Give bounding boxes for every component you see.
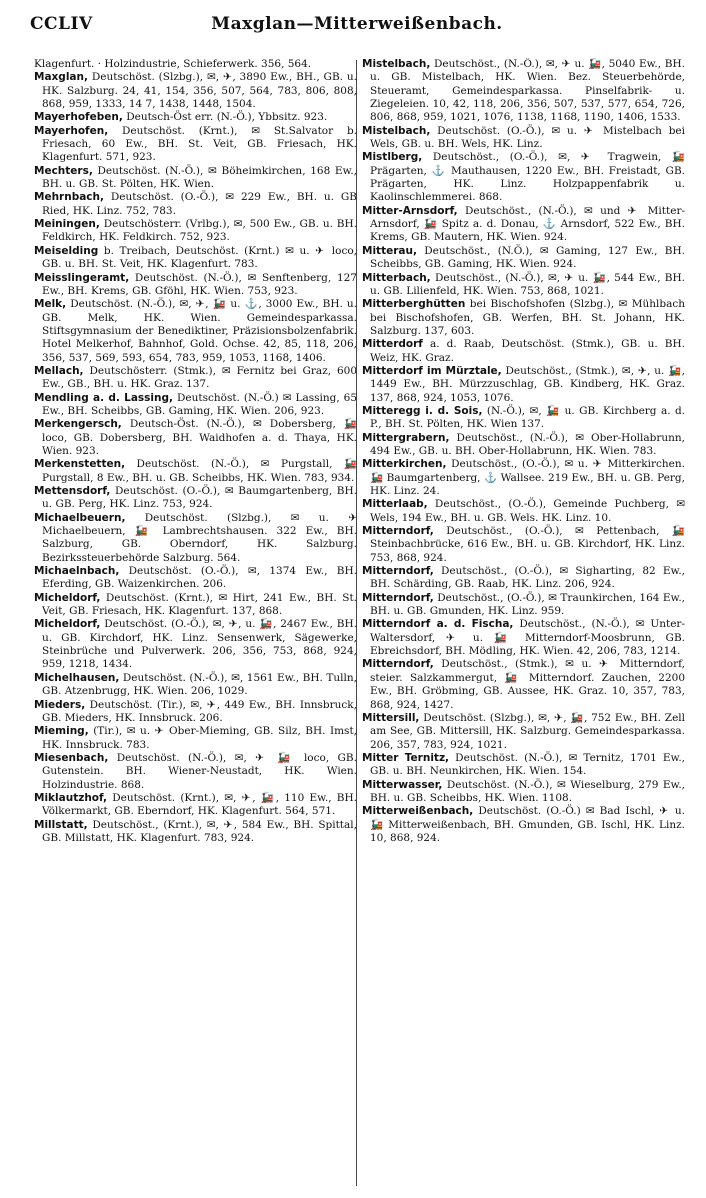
entry-text: Deutschöst., (O.-Ö.), ✉ Sigharting, 82 Ew., BH. Schärding, GB. Raab, HK. Linz. 206, 924. [370, 565, 685, 591]
gazetteer-entry [34, 485, 357, 512]
gazetteer-entry [34, 71, 357, 111]
entry-place-name: Micheldorf, [34, 591, 101, 604]
gazetteer-entry [362, 272, 685, 299]
entry-text: Deutschöst., (O.-Ö.), Gemeinde Puchberg, ✉ Wels, 194 Ew., BH. u. GB. Wels. HK. Linz. 10. [370, 498, 685, 524]
entry-place-name: Mitterlaab, [362, 498, 428, 511]
gazetteer-entry [34, 111, 357, 124]
entry-text: Deutschöst. (Krnt.), ✉ St.Salvator b. Friesach, 60 Ew., BH. St. Veit, GB. Friesach, HK. Klagenfurt. 571, 923. [42, 124, 357, 164]
gazetteer-entry [34, 699, 357, 726]
gazetteer-entry [34, 418, 357, 458]
entry-text: Deutschöst., (O.-Ö.), ✉ Traunkirchen, 164 Ew., BH. u. GB. Gmunden, HK. Linz. 959. [370, 591, 685, 618]
left-column [34, 58, 357, 1190]
entry-text: Deutschöst. (Slzbg.), ✉, ✈, 3890 Ew., BH., GB. u. HK. Salzburg. 24, 41, 154, 356, 507, 564, 783, 806, 808, 868, 959, 1333, 14 7, 1438, 1448, 1504. [42, 71, 357, 111]
entry-place-name: Mistlberg, [362, 151, 423, 164]
entry-place-name: Mayerhofen, [34, 124, 109, 137]
entry-place-name: Micheldorf, [34, 618, 101, 631]
entry-place-name: Mieders, [34, 698, 86, 711]
entry-place-name: Mendling a. d. Lassing, [34, 391, 174, 404]
entry-text: b. Treibach, Deutschöst. (Krnt.) ✉ u. ✈ loco, GB. u. BH. St. Veit, HK. Klagenfurt. 783. [42, 244, 357, 271]
entry-text: Deutschösterr. (Stmk.), ✉ Fernitz bei Graz, 600 Ew., GB., BH. u. HK. Graz. 137. [42, 364, 357, 391]
gazetteer-entry [362, 151, 685, 204]
entry-text: Deutschöst., (O.-Ö.), ✉, ✈ Tragwein, 🚂 Prägarten, ⚓ Mauthausen, 1220 Ew., BH. Freistadt, GB. Prägarten, HK. Linz. Holzpappenfabrik u. Kaolinschlemmerei. 868. [370, 151, 685, 204]
gazetteer-entry [362, 498, 685, 525]
entry-place-name: Mitterdorf im Mürztale, [362, 364, 502, 377]
entry-text: Deutschöst., (N.-Ö.), ✉ Unter-Waltersdorf, ✈ u. 🚂 Mitterndorf-Moosbrunn, GB. Ebreichsdorf, BH. Mödling, HK. Wien. 42, 206, 783, 1214. [370, 618, 685, 658]
running-title: Maxglan—Mitterweißenbach. [211, 14, 503, 34]
entry-text: Deutschöst., (Stmk.), ✉ u. ✈ Mitterndorf, steier. Salzkammergut, 🚂 Mitterndorf. Zauchen, 2200 Ew., BH. Gröbming, GB. Aussee, HK. Graz. 10, 357, 783, 868, 924, 1427. [370, 658, 685, 711]
gazetteer-entry [362, 779, 685, 806]
entry-text: Deutschöst., (O.-Ö.), ✉ Pettenbach, 🚂 Steinbachbrücke, 616 Ew., BH. u. GB. Kirchdorf, HK. Linz. 753, 868, 924. [370, 525, 685, 564]
entry-text: Deutschöst. (N.-Ö.) ✉ Lassing, 65 Ew., BH. Scheibbs, GB. Gaming, HK. Wien. 206, 923. [42, 391, 357, 417]
gazetteer-entry [362, 365, 685, 405]
entry-text: Deutschöst., (N.-Ö.), ✉ und ✈ Mitter-Arnsdorf, 🚂 Spitz a. d. Donau, ⚓ Arnsdorf, 522 Ew., BH. Krems, GB. Mautern, HK. Wien. 924. [370, 204, 685, 244]
entry-text: Deutschöst. (Krnt.), ✉, ✈, 🚂, 110 Ew., BH. Völkermarkt, GB. Eberndorf, HK. Klagenfurt. 564, 571. [42, 791, 357, 818]
entry-text: Deutschöst. (Tir.), ✉, ✈, 449 Ew., BH. Innsbruck, GB. Mieders, HK. Innsbruck. 206. [42, 698, 357, 724]
gazetteer-entry [34, 125, 357, 165]
gazetteer-entry [34, 458, 357, 485]
entry-text: Deutschöst. (N.-Ö.), ✉, ✈ 🚂 loco, GB. Gutenstein. BH. Wiener-Neustadt, HK. Wien. Holzindustrie. 868. [42, 751, 357, 791]
gazetteer-entry [362, 125, 685, 152]
gazetteer-entry [34, 392, 357, 419]
gazetteer-entry [362, 658, 685, 711]
entry-text: Deutschöst., (N.Ö.), ✉ Gaming, 127 Ew., BH. Scheibbs, GB. Gaming, HK. Wien. 924. [370, 244, 685, 271]
entry-text: Deutschöst., (Stmk.), ✉, ✈, u. 🚂, 1449 Ew., BH. Mürzzuschlag, GB. Kindberg, HK. Graz. 137, 868, 924, 1053, 1076. [370, 364, 685, 404]
entry-text: Deutschöst. (N.-Ö.), ✉ Ternitz, 1701 Ew., GB. u. BH. Neunkirchen, HK. Wien. 154. [370, 751, 685, 778]
entry-text: Klagenfurt. · Holzindustrie, Schieferwerk. 356, 564. [34, 58, 312, 70]
entry-text: Deutschöst. (O.-Ö.), ✉, 1374 Ew., BH. Eferding, GB. Waizenkirchen. 206. [42, 565, 357, 591]
entry-place-name: Mehrnbach, [34, 191, 104, 204]
gazetteer-entry [362, 245, 685, 272]
gazetteer-entry [34, 618, 357, 671]
entry-place-name: Meiselding [34, 244, 99, 257]
entry-place-name: Mitterndorf, [362, 658, 434, 671]
page-number: CCLIV [30, 14, 93, 34]
gazetteer-entry [362, 752, 685, 779]
entry-text: Deutschöst., (N.-Ö.), ✉ Ober-Hollabrunn, 494 Ew., GB. u. BH. Ober-Hollabrunn, HK. Wien. 783. [370, 431, 685, 457]
gazetteer-entry [362, 565, 685, 592]
gazetteer-entry [362, 205, 685, 245]
entry-place-name: Mitter Ternitz, [362, 751, 450, 764]
entry-place-name: Mistelbach, [362, 124, 431, 137]
gazetteer-entry [34, 245, 357, 272]
entry-place-name: Mitterberghütten [362, 298, 466, 311]
entry-text: Deutschöst. (Krnt.), ✉ Hirt, 241 Ew., BH. St. Veit, GB. Friesach, HK. Klagenfurt. 137, 868. [42, 591, 357, 618]
entry-text: Deutschöst. (N.-Ö.), ✉ Wieselburg, 279 Ew., BH. u. GB. Scheibbs, HK. Wien. 1108. [370, 778, 685, 804]
gazetteer-entry [362, 525, 685, 565]
entry-place-name: Mitterndorf, [362, 565, 434, 578]
entry-text: Deutschöst. (N.-Ö.), ✉ Böheimkirchen, 168 Ew., BH. u. GB. St. Pölten, HK. Wien. [42, 164, 357, 191]
entry-place-name: Mitterndorf, [362, 591, 434, 604]
gazetteer-entry [362, 712, 685, 752]
gazetteer-entry [34, 672, 357, 699]
gazetteer-entry [362, 338, 685, 365]
entry-place-name: Michaelnbach, [34, 565, 120, 578]
entry-text: Deutschöst. (N.-Ö.), ✉ Senftenberg, 127 Ew., BH. Krems, GB. Gföhl, HK. Wien. 753, 923. [42, 271, 357, 297]
entry-text: Deutschösterr. (Vrlbg.), ✉, 500 Ew., GB. u. BH. Feldkirch, HK. Feldkirch. 752, 923. [42, 218, 357, 244]
entry-place-name: Miklautzhof, [34, 791, 107, 804]
gazetteer-entry [34, 725, 357, 752]
entry-text: Deutsch-Öst. (N.-Ö.), ✉ Dobersberg, 🚂 loco, GB. Dobersberg, BH. Waidhofen a. d. Thaya, HK. Wien. 923. [42, 418, 357, 457]
entry-place-name: Mitterwasser, [362, 778, 443, 791]
entry-text: bei Bischofshofen (Slzbg.), ✉ Mühlbach bei Bischofshofen, GB. Werfen, BH. St. Johann, HK. Salzburg. 137, 603. [370, 298, 685, 337]
column-divider [356, 60, 357, 1186]
right-column [362, 58, 685, 1190]
entry-place-name: Merkengersch, [34, 418, 122, 431]
gazetteer-entry [34, 819, 357, 846]
entry-text: (N.-Ö.), ✉, 🚂 u. GB. Kirchberg a. d. P., BH. St. Pölten, HK. Wien 137. [370, 404, 685, 431]
entry-place-name: Mettensdorf, [34, 485, 111, 497]
entry-place-name: Mayerhofeben, [34, 111, 123, 124]
entry-place-name: Mieming, [34, 725, 89, 738]
entry-place-name: Mistelbach, [362, 58, 431, 70]
entry-place-name: Mitteregg i. d. Sois, [362, 404, 483, 417]
entry-place-name: Mitter-Arnsdorf, [362, 204, 458, 217]
entry-place-name: Mechters, [34, 164, 93, 177]
entry-text: Deutschöst., (O.-Ö.), ✉ u. ✈ Mitterkirchen. 🚂 Baumgartenberg, ⚓ Wallsee. 219 Ew., BH. u. GB. Perg, HK. Linz. 24. [370, 458, 685, 497]
gazetteer-entry [362, 592, 685, 619]
entry-text: Deutschöst., (Krnt.), ✉, ✈, 584 Ew., BH. Spittal, GB. Millstatt, HK. Klagenfurt. 783, 924. [42, 818, 357, 844]
entry-place-name: Mitterbach, [362, 271, 431, 284]
entry-text: Deutschöst. (Slzbg.), ✉ u. ✈ Michaelbeuern, 🚂 Lambrechtshausen. 322 Ew., BH. Salzburg, GB. Oberndorf, HK. Salzburg. Bezirkssteuerbehörde Salzburg. 564. [42, 511, 357, 564]
entry-place-name: Meiningen, [34, 218, 100, 231]
gazetteer-entry [362, 298, 685, 338]
entry-text: Deutschöst. (O.-Ö.), ✉ u. ✈ Mistelbach bei Wels, GB. u. BH. Wels, HK. Linz. [370, 124, 685, 151]
entry-place-name: Mitterndorf a. d. Fischa, [362, 618, 514, 631]
entry-place-name: Millstatt, [34, 818, 88, 831]
entry-text: Deutschöst. (N.-Ö.), ✉ Purgstall, 🚂 Purgstall, 8 Ew., BH. u. GB. Scheibbs, HK. Wien. 783, 934. [42, 458, 357, 484]
gazetteer-entry [362, 805, 685, 845]
entry-text: a. d. Raab, Deutschöst. (Stmk.), GB. u. BH. Weiz, HK. Graz. [370, 338, 685, 364]
entry-text: Deutschöst. (N.-Ö.), ✉, ✈, 🚂 u. ⚓, 3000 Ew., BH. u. GB. Melk, HK. Wien. Gemeindesparkassa. Stiftsgymnasium der Benediktiner, Präzisionsbolzenfabrik. Hotel Melkerhof, Bahnhof, Gold. Ochse. 42, 85, 118, 206, 356, 537, 569, 593, 654, 783, 959, 1053, 1168, 1406. [42, 298, 357, 364]
entry-text: Deutschöst. (Slzbg.), ✉, ✈, 🚂, 752 Ew., BH. Zell am See, GB. Mittersill, HK. Salzburg. Gemeindesparkassa. 206, 357, 783, 924, 1021. [370, 711, 685, 751]
entry-place-name: Michelhausen, [34, 671, 120, 684]
entry-place-name: Mellach, [34, 364, 84, 377]
gazetteer-entry [34, 272, 357, 299]
entry-place-name: Mitterndorf, [362, 525, 434, 538]
entry-text: Deutschöst., (N.-Ö.), ✉, ✈ u. 🚂, 5040 Ew., BH. u. GB. Mistelbach, HK. Wien. Bez. Steuerbehörde, Steueramt, Gemeindesparkassa. Pinselfabrik- u. Ziegeleien. 10, 42, 118, 206, 356, 507, 537, 577, 654, 726, 806, 868, 959, 1021, 1076, 1138, 1168, 1190, 1406, 1533. [370, 58, 685, 124]
entry-text: Deutschöst. (O.-Ö.), ✉, ✈, u. 🚂, 2467 Ew., BH. u. GB. Kirchdorf, HK. Linz. Sensenwerk, Sägewerke, Steinbrüche und Pulverwerk. 206, 356, 753, 868, 924, 959, 1218, 1434. [42, 618, 357, 671]
gazetteer-entry [34, 58, 357, 71]
gazetteer-entry [34, 165, 357, 192]
gazetteer-entry [34, 592, 357, 619]
gazetteer-entry [362, 432, 685, 459]
entry-text: Deutsch-Öst err. (N.-Ö.), Ybbsitz. 923. [126, 111, 328, 124]
entry-text: Deutschöst. (O.-Ö.), ✉ 229 Ew., BH. u. GB Ried, HK. Linz. 752, 783. [42, 191, 357, 217]
entry-text: Deutschöst., (N.-Ö.), ✉, ✈ u. 🚂, 544 Ew., BH. u. GB. Lilienfeld, HK. Wien. 753, 868, 1021. [370, 271, 685, 297]
gazetteer-entry [34, 218, 357, 245]
entry-place-name: Mitterkirchen, [362, 458, 447, 471]
gazetteer-entry [34, 752, 357, 792]
gazetteer-entry [34, 191, 357, 218]
gazetteer-entry [362, 618, 685, 658]
gazetteer-entry [362, 458, 685, 498]
gazetteer-entry [34, 792, 357, 819]
entry-place-name: Mittersill, [362, 711, 420, 724]
gazetteer-entry [34, 512, 357, 565]
page-header [30, 14, 684, 40]
gazetteer-entry [34, 298, 357, 365]
entry-place-name: Michaelbeuern, [34, 511, 126, 524]
gazetteer-entry [34, 365, 357, 392]
entry-place-name: Mitterweißenbach, [362, 805, 474, 818]
entry-place-name: Miesenbach, [34, 751, 109, 764]
entry-text: Deutschöst. (O.-Ö.) ✉ Bad Ischl, ✈ u. 🚂 Mitterweißenbach, BH. Gmunden, GB. Ischl, HK. Linz. 10, 868, 924. [370, 805, 685, 844]
gazetteer-entry [34, 565, 357, 592]
gazetteer-entry [362, 405, 685, 432]
entry-place-name: Mitterdorf [362, 338, 423, 351]
entry-text: Deutschöst. (N.-Ö.), ✉, 1561 Ew., BH. Tulln, GB. Atzenbrugg, HK. Wien. 206, 1029. [42, 671, 357, 698]
entry-text: Deutschöst. (O.-Ö.), ✉ Baumgartenberg, BH. u. GB. Perg, HK. Linz. 753, 924. [42, 485, 357, 511]
entry-place-name: Merkenstetten, [34, 458, 126, 471]
entry-place-name: Maxglan, [34, 71, 88, 84]
entry-place-name: Mittergrabern, [362, 431, 450, 444]
entry-place-name: Mitterau, [362, 244, 417, 257]
entry-text: (Tir.), ✉ u. ✈ Ober-Mieming, GB. Silz, BH. Imst, HK. Innsbruck. 783. [42, 725, 357, 751]
entry-place-name: Melk, [34, 298, 67, 311]
entry-place-name: Meisslingeramt, [34, 271, 130, 284]
gazetteer-entry [362, 58, 685, 125]
